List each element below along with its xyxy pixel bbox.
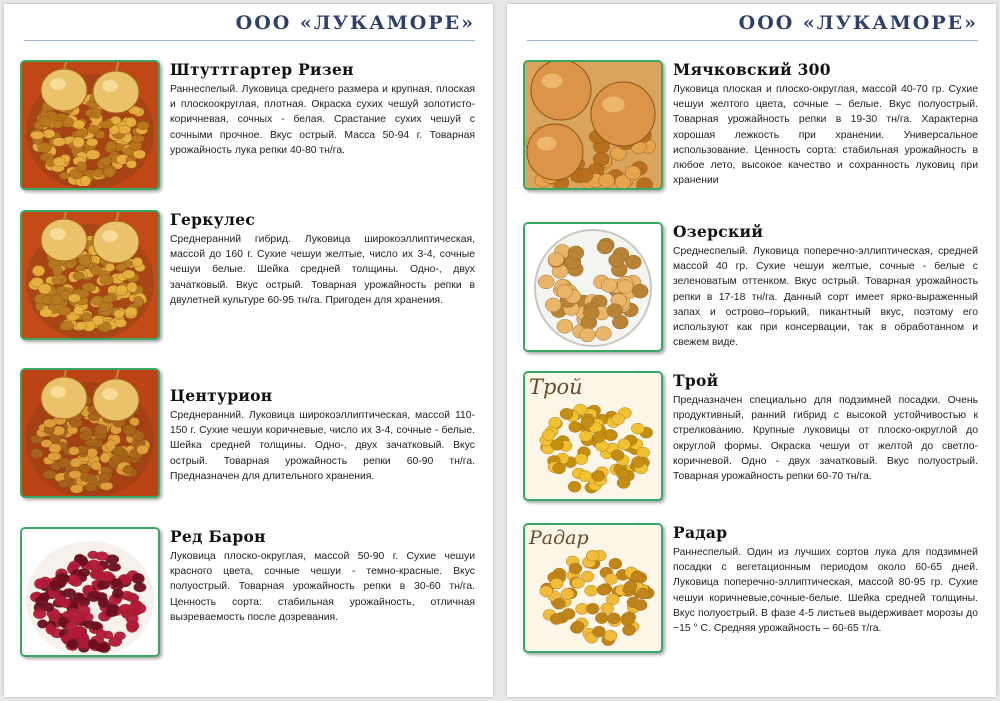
company-title: ООО «ЛУКАМОРЕ»	[738, 12, 978, 34]
left-page-header	[24, 10, 475, 41]
variety-description: Среднеспелый. Луковица поперечно-эллиптическая, средней массой 40 гр. Сухие чешуи желтые, сочные - белые с зеленоватым оттенком. Вкус острый. Товарная урожайность репки в 17-18 тн/га. Данный сорт имеет ярко-выраженный запах и острово–горький, пикантный вкус, поэтому его используют как при консервации, так в обработанном и свежем виде.	[673, 246, 978, 349]
variety-description: Предназначен специально для подзимней посадки. Очень продуктивный, ранний гибрид с высокой устойчивостью к стрелкованию. Крупные луковицы от плоско-округлой до округлой формы. Окраска чешуи от желтой до светло-коричневой. Одно - двух зачатковый. Вкус полуострый. Товарная урожайность репки 60-70 тн/га.	[673, 395, 978, 483]
variety-description: Среднеранний. Луковица широкоэллиптическая, массой 110-150 г. Сухие чешуи коричневые, число их 3-4, сочные - белые. Шейка средней толщины. Одно-, двух зачатковый. Вкус острый. Товарная урожайность репки 60-90 тн/га. Предназначен для длительного хранения.	[170, 410, 475, 482]
variety-description: Раннеспелый. Один из лучших сортов лука для подзимней посадки с вегетационным периодом около 60-65 дней. Луковица поперечно-эллиптическая, массой 80-95 гр. Сухие чешуи коричневые,сочные-белые. Шейка средней толщины. Вкус полуострый. В фазе 4-5 листьев выдерживает морозы до −15 ° С. Средняя урожайность – 60-65 т/га.	[673, 547, 978, 635]
right-page-header	[527, 10, 978, 41]
variety-name: Центурион	[170, 386, 273, 405]
onion-photo	[20, 527, 160, 657]
variety-description: Луковица плоская и плоско-округлая, массой 40-70 гр. Сухие чешуи желтого цвета, сочные – белые. Вкус полуострый. Товарная урожайность репки в 19-30 тн/га. Характерна хорошая лежкость при хранении. Универсальное использование. Ценность сорта: стабильная урожайность в любое лето, высокое качество и сохранность луковиц при хранении	[673, 84, 978, 187]
onion-photo	[20, 368, 160, 498]
onion-photo	[523, 523, 663, 653]
left-page	[4, 4, 493, 697]
variety-name: Трой	[673, 371, 719, 390]
onion-photo	[20, 60, 160, 190]
variety-name: Ред Барон	[170, 527, 266, 546]
variety-description: Среднеранний гибрид. Луковица широкоэллиптическая, массой до 160 г. Сухие чешуи желтые, число их 3-4, сочные чешуи белые. Шейка средней толщины. Одно-, двух зачатковый. Вкус острый. Товарная урожайность репки в двулетней культуре 60-95 тн/га. Пригоден для хранения.	[170, 234, 475, 306]
variety-description: Луковица плоско-округлая, массой 50-90 г. Сухие чешуи красного цвета, сочные чешуи - темно-красные. Вкус полуострый. Товарная урожайность репки в 30-60 тн/га. Ценность сорта: стабильная урожайность, отличная вызреваемость после дозревания.	[170, 551, 475, 623]
onion-photo	[20, 210, 160, 340]
photo-label: Трой	[529, 375, 583, 399]
company-title: ООО «ЛУКАМОРЕ»	[235, 12, 475, 34]
right-page	[507, 4, 996, 697]
variety-name: Геркулес	[170, 210, 256, 229]
photo-label: Радар	[529, 527, 589, 549]
onion-photo	[523, 222, 663, 352]
variety-name: Штуттгартер Ризен	[170, 60, 354, 79]
onion-photo	[523, 371, 663, 501]
variety-name: Радар	[673, 523, 728, 542]
variety-description: Раннеспелый. Луковица среднего размера и крупная, плоская и плоскоокруглая, плотная. Окраска сухих чешуй золотисто-коричневая, сочных - белая. Срастание сухих чешуй с сочными прочное. Вкус острый. Масса 50-94 г. Товарная урожайность лука репки 40-80 тн/га.	[170, 84, 475, 156]
onion-photo	[523, 60, 663, 190]
variety-name: Озерский	[673, 222, 764, 241]
variety-name: Мячковский 300	[673, 60, 831, 79]
